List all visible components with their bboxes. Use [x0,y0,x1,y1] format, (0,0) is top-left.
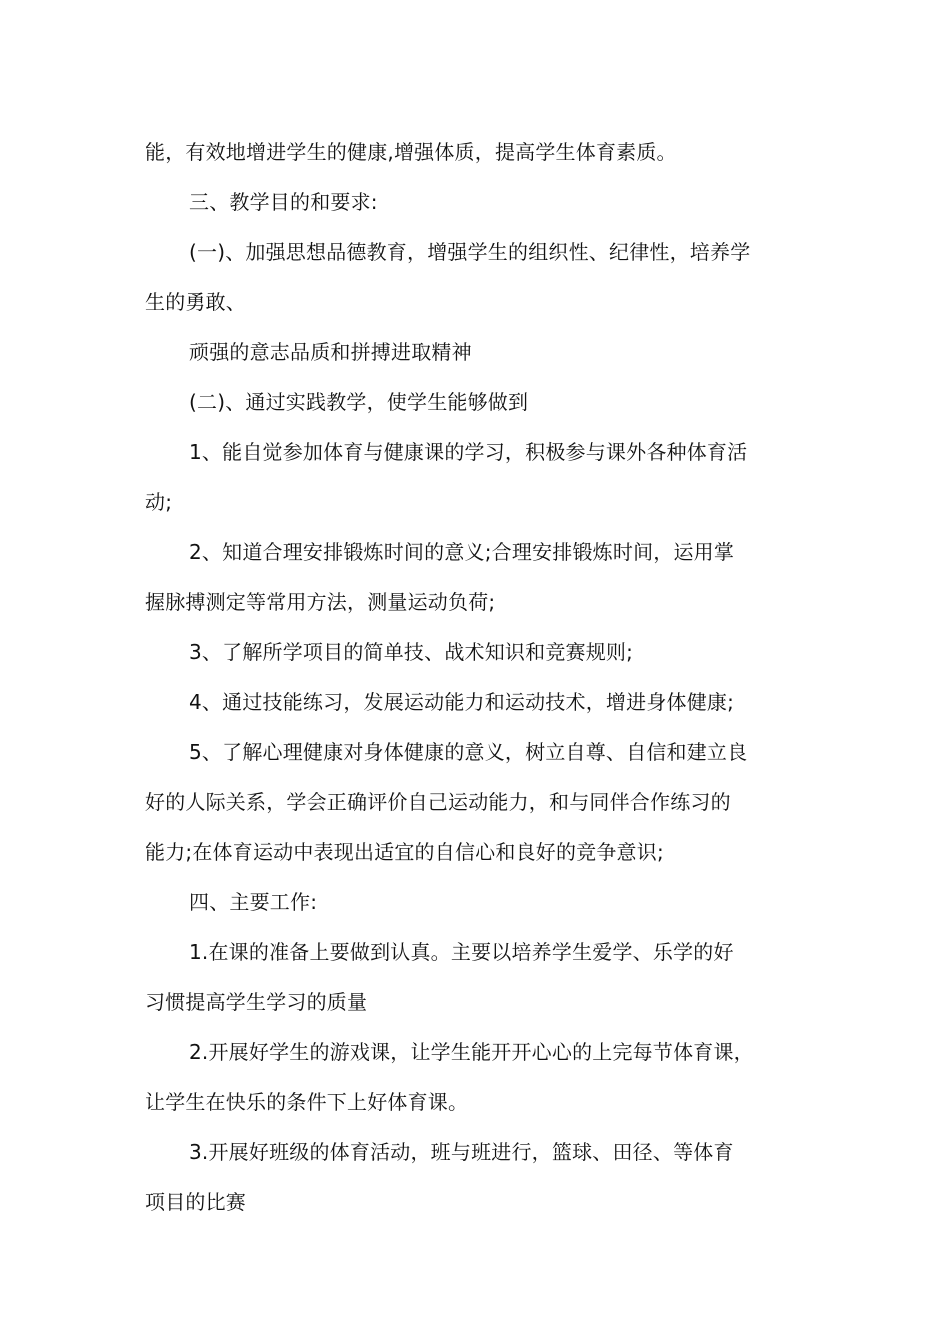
text-line: 习惯提高学生学习的质量 [145,990,368,1014]
text-line: 1、能自觉参加体育与健康课的学习，积极参与课外各种体育活 [189,440,748,464]
section-heading: 四、主要工作: [189,890,318,914]
text-line: (二)、通过实践教学，使学生能够做到 [189,390,529,414]
text-line: 项目的比赛 [145,1190,246,1214]
text-line: 好的人际关系，学会正确评价自己运动能力，和与同伴合作练习的 [145,790,731,814]
text-line: 1.在课的准备上要做到认真。主要以培养学生爱学、乐学的好 [189,940,734,964]
text-line: (一)、加强思想品德教育，增强学生的组织性、纪律性，培养学 [189,240,751,264]
text-line: 让学生在快乐的条件下上好体育课。 [145,1090,469,1114]
text-line: 能力;在体育运动中表现出适宜的自信心和良好的竞争意识; [145,840,664,864]
text-line: 顽强的意志品质和拼搏进取精神 [189,340,472,364]
text-line: 能，有效地增进学生的健康,增强体质，提高学生体育素质。 [145,140,677,164]
section-heading: 三、教学目的和要求: [189,190,378,214]
text-line: 5、了解心理健康对身体健康的意义，树立自尊、自信和建立良 [189,740,748,764]
document-body [145,127,809,1227]
text-line: 3、了解所学项目的简单技、战术知识和竞赛规则; [189,640,634,664]
text-line: 生的勇敢、 [145,290,246,314]
text-line: 3.开展好班级的体育活动，班与班进行，篮球、田径、等体育 [189,1140,734,1164]
text-line: 2.开展好学生的游戏课，让学生能开开心心的上完每节体育课， [189,1040,754,1064]
text-line: 2、知道合理安排锻炼时间的意义;合理安排锻炼时间，运用掌 [189,540,735,564]
text-line: 动; [145,490,173,514]
text-line: 握脉搏测定等常用方法，测量运动负荷; [145,590,496,614]
text-line: 4、通过技能练习，发展运动能力和运动技术，增进身体健康; [189,690,735,714]
